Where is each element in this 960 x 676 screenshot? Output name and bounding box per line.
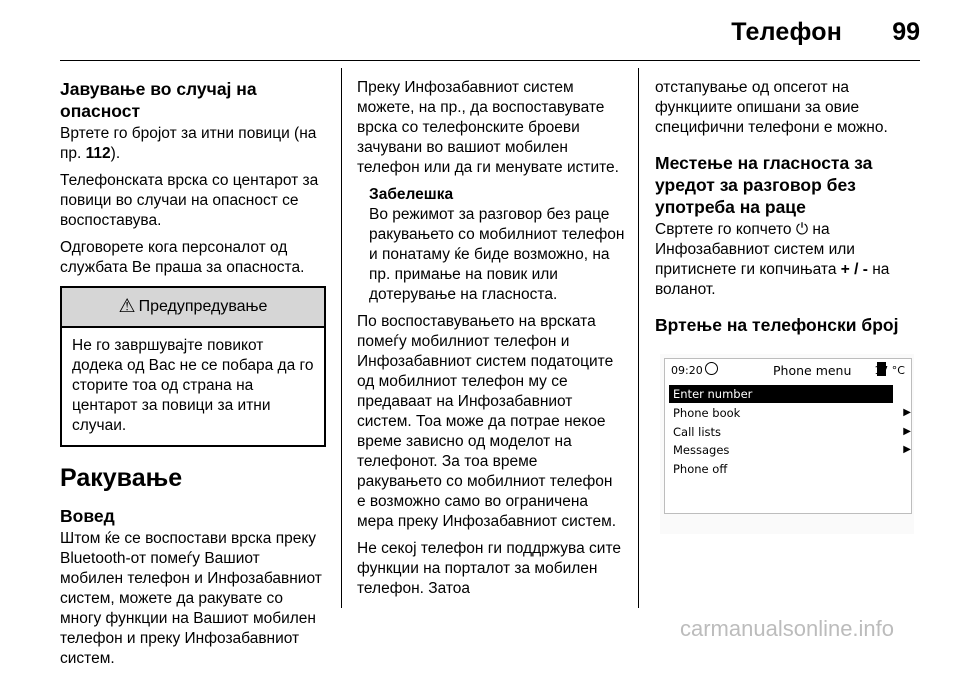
watermark: carmanualsonline.info [680,616,895,641]
menu-item-phone-book[interactable] [669,404,911,422]
paragraph-phonebook: Преку Инфозабавниот систем можете, на пр., да воспоставувате врска со телефонските броеви зачувани во вашиот мобилен телефон или да ги менувате истите. [357,79,619,176]
column-divider-2 [638,68,639,608]
menu-item-label: Phone off [673,462,728,476]
paragraph-intro: Штом ќе се воспостави врска преку Bluetooth-от помеѓу Вашиот мобилен телефон и Инфозабавниот систем, можете да ракувате со многу функции на Вашиот мобилен телефон и преку Инфозабавниот систем. [60,530,322,667]
paragraph-data-transfer: По воспоставувањето на врската помеѓу мобилниот телефон и Инфозабавниот систем податоците од мобилниот телефон му се предаваат на Инфозабавниот систем. Тоа може да потрае некое време зависно од моделот на телефонот. За тоа време ракувањето со мобилниот телефон е возможно само во ограничена мера преку Инфозабавниот систем. [357,313,617,530]
paragraph-deviation: отстапување од опсегот на функциите опишани за овие специфични телефони е можно. [655,79,888,136]
header-rule [60,60,920,61]
menu-item-call-lists[interactable] [669,423,911,441]
warning-body: Не го завршувајте повикот додека од Вас не се побара да го сторите тоа од страна на центарот за повици за итни случаи. [72,337,314,434]
screen-display [664,358,912,514]
column-2 [357,78,625,606]
menu-item-label: Call lists [673,425,722,439]
column-1 [60,78,326,676]
paragraph-emergency-dial [60,124,326,164]
column-divider-1 [341,68,342,608]
heading-operation: Ракување [60,464,183,492]
screen-clock: 09:20 [671,364,703,377]
warning-triangle-icon: ⚠ [118,296,136,317]
note-heading: Забелешка [369,186,454,203]
submenu-arrow-icon: ▶ [903,407,911,418]
text-span: Свртете го копчето [655,221,796,238]
page-header-title: Телефон [731,18,842,46]
paragraph-support: Не секој телефон ги поддржува сите функции на порталот за мобилен телефон. Затоа [357,540,621,597]
note-block [357,185,625,305]
paragraph-answer: Одговорете кога персоналот од службата Ве праша за опасноста. [60,239,305,276]
heading-volume: Местење на гласноста за уредот за разговор без употреба на раце [655,153,873,217]
text-span: ). [110,145,121,162]
phone-menu-screen [660,354,914,534]
heading-intro: Вовед [60,506,115,526]
text-span: на Инфозабавниот систем или притиснете ги копчињата [655,221,855,278]
column-3 [655,78,923,338]
paragraph-connection: Телефонската врска со центарот за повици во случаи на опасност се воспоставува. [60,172,319,229]
warning-header [62,288,324,328]
submenu-arrow-icon: ▶ [903,426,911,437]
volume-keys: + / - [840,261,868,278]
warning-title: Предупредување [138,298,268,315]
text-span: Вртете го бројот за итни повици (на пр. [60,125,317,162]
note-body: Во режимот за разговор без раце ракувањето со мобилниот телефон и понатаму ќе биде возможно, на пр. примање на повик или дотерување на гласноста. [369,206,625,303]
text-span: на воланот. [655,261,890,298]
phone-status-icon [705,362,718,375]
menu-item-label: Phone book [673,406,741,420]
menu-item-label: Enter number [673,387,753,401]
menu-item-phone-off[interactable] [669,460,893,478]
screen-temperature: 17 °C [874,364,905,377]
menu-item-label: Messages [673,443,730,457]
menu-item-messages[interactable] [669,441,911,459]
heading-dial-number: Вртење на телефонски број [655,315,899,335]
power-knob-icon: ⏻ [795,221,809,238]
menu-item-enter-number[interactable] [669,385,893,403]
heading-emergency-call: Јавување во случај на опасност [60,79,257,121]
submenu-arrow-icon: ▶ [903,444,911,455]
page-number: 99 [892,18,920,46]
paragraph-volume [655,220,923,300]
page-ref: 112 [85,145,111,162]
screen-title: Phone menu [773,363,852,378]
warning-box [60,286,326,447]
